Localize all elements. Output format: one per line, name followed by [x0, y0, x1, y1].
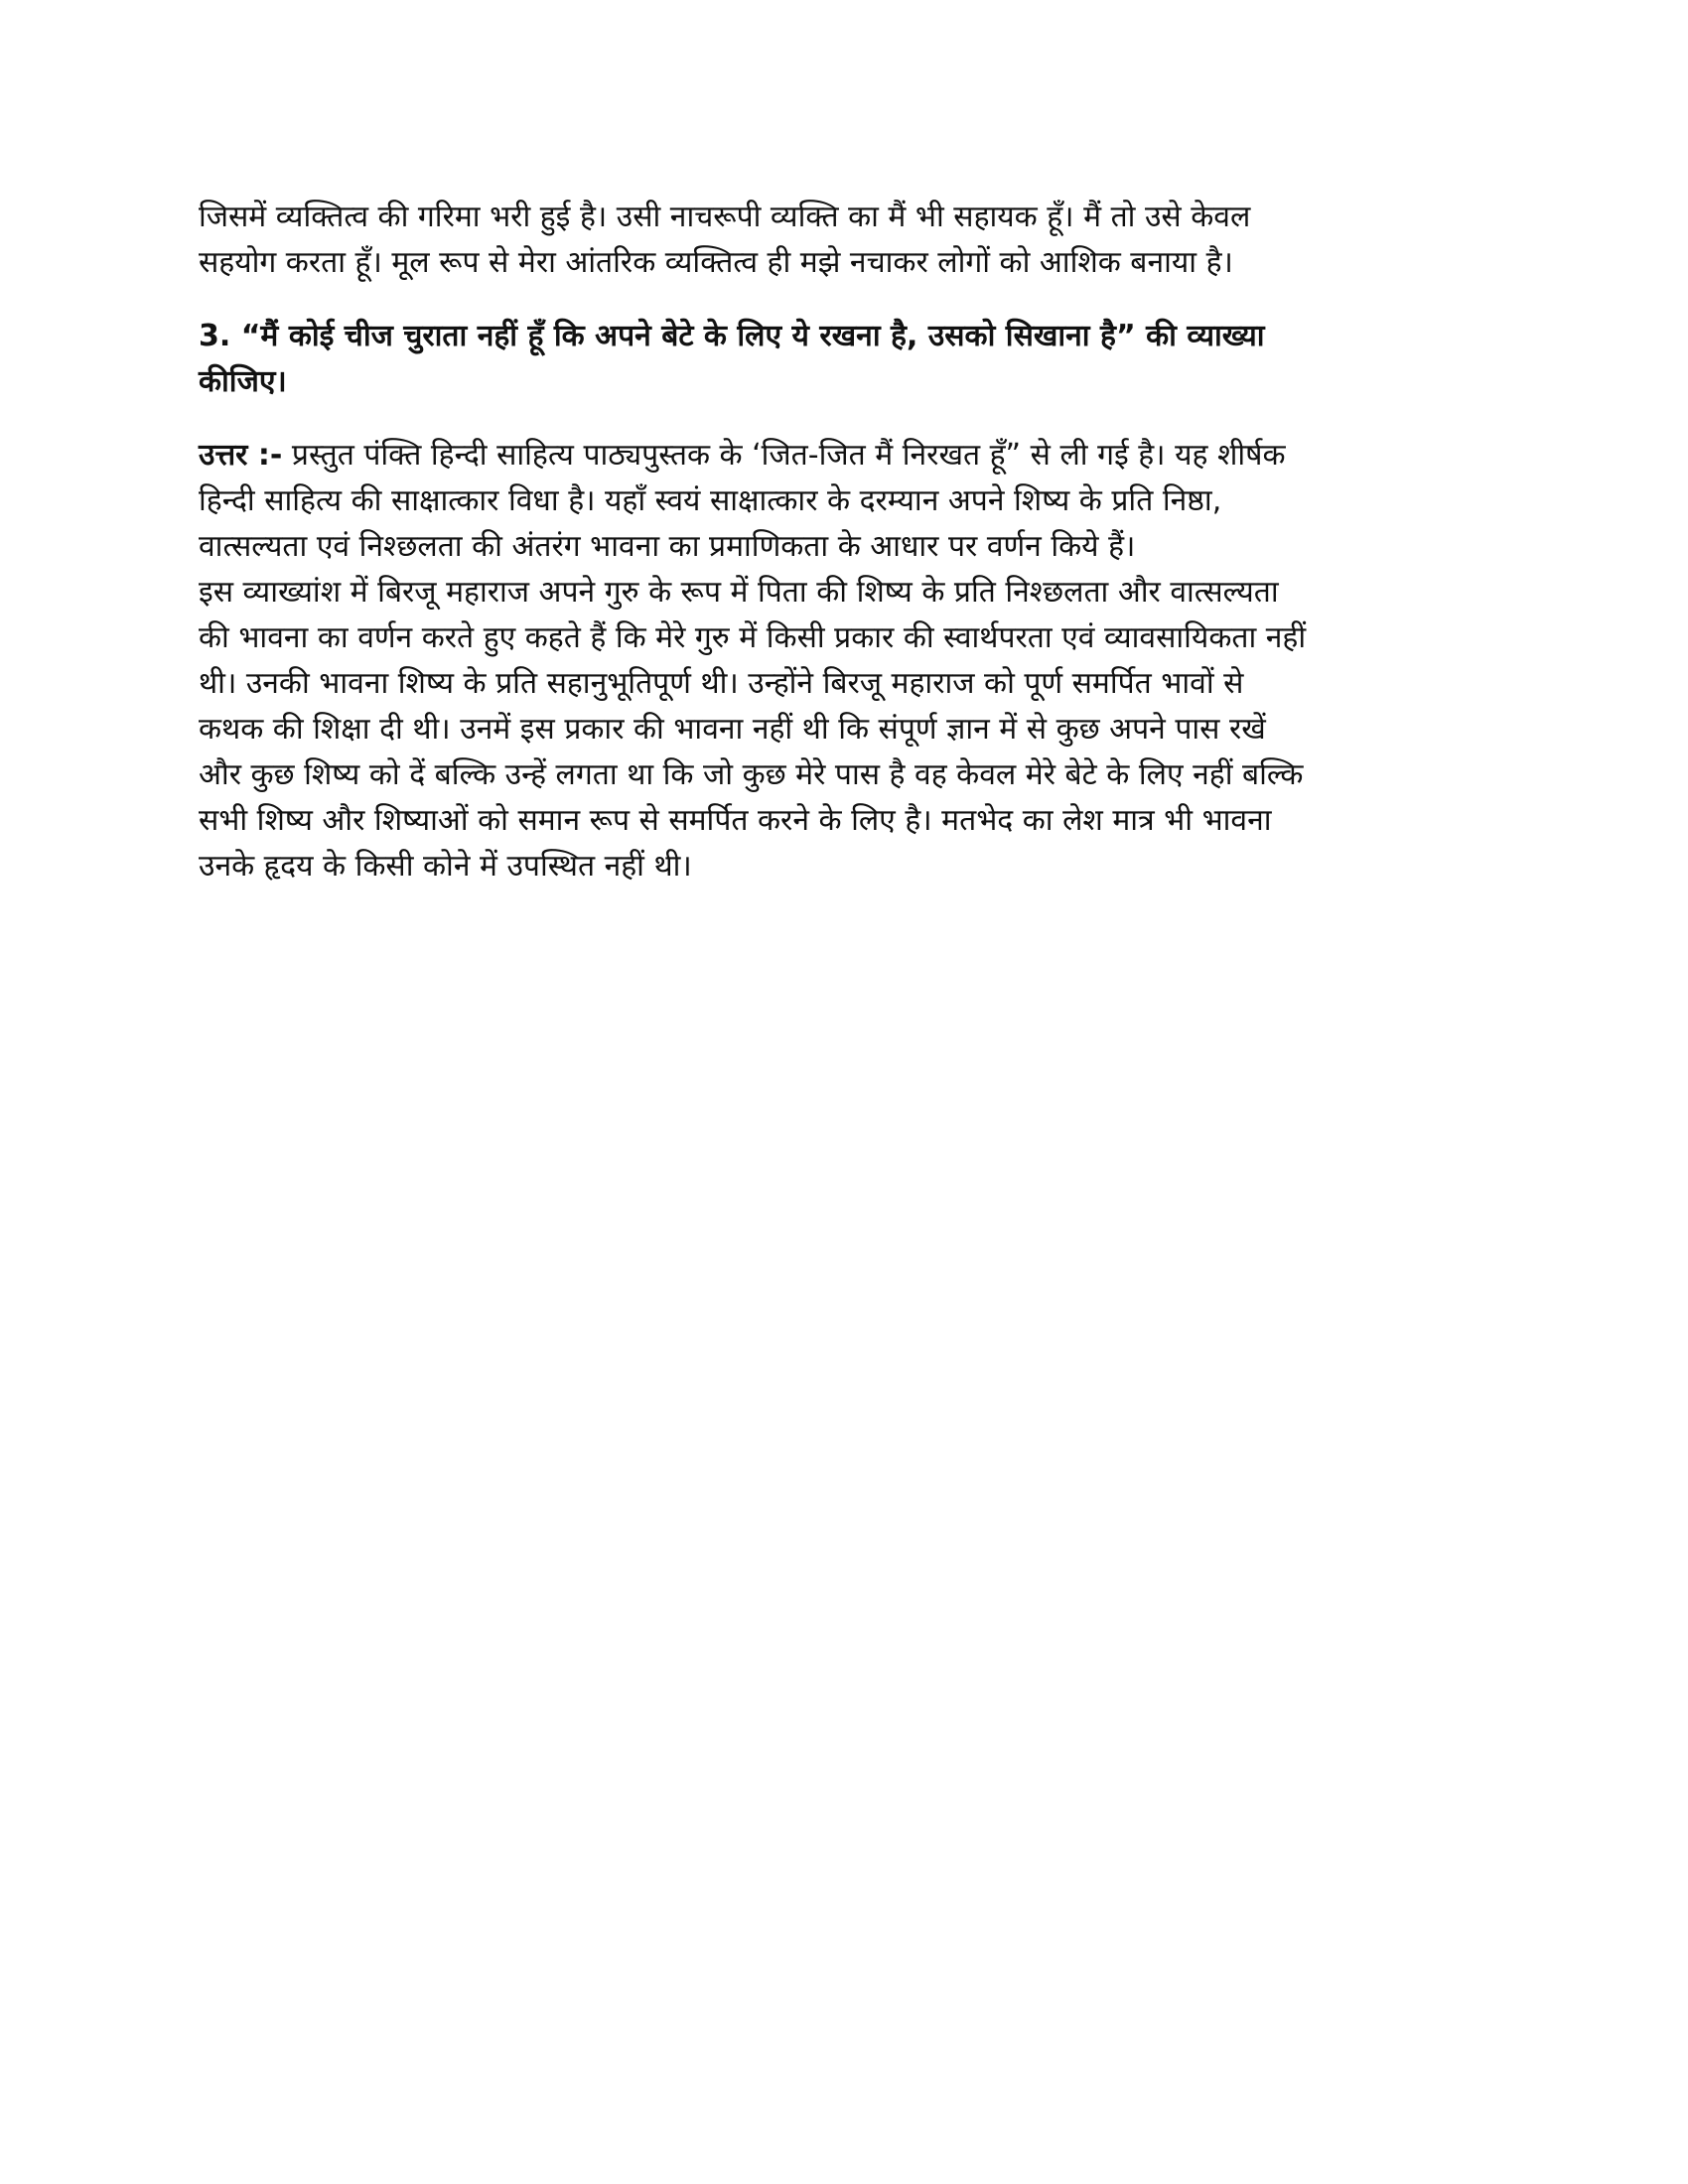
- answer-line: की भावना का वर्णन करते हुए कहते हैं कि मेरे गुरु में किसी प्रकार की स्वार्थपरता एवं व्यावसायिकता नहीं: [199, 620, 1307, 655]
- text-line: जिसमें व्यक्तित्व की गरिमा भरी हुई है। उसी नाचरूपी व्यक्ति का मैं भी सहायक हूँ। मैं तो उसे केवल: [199, 200, 1251, 234]
- answer-line: थी। उनकी भावना शिष्य के प्रति सहानुभूतिपूर्ण थी। उन्होंने बिरजू महाराज को पूर्ण समर्पित भावों से: [199, 666, 1244, 701]
- answer-line: हिन्दी साहित्य की साक्षात्कार विधा है। यहाँ स्वयं साक्षात्कार के दरम्यान अपने शिष्य के प्रति निष्ठा,: [199, 483, 1222, 518]
- document-page: [199, 195, 1489, 917]
- answer-first-line: [199, 433, 1489, 478]
- answer-line: सभी शिष्य और शिष्याओं को समान रूप से समर्पित करने के लिए है। मतभेद का लेश मात्र भी भावना: [199, 803, 1272, 838]
- question-line: 3. “मैं कोई चीज चुराता नहीं हूँ कि अपने बेटे के लिए ये रखना है, उसको सिखाना है” की व्याख्या: [199, 319, 1265, 353]
- question-line: कीजिए।: [199, 364, 287, 399]
- continuation-paragraph: [199, 195, 1489, 286]
- answer-label: उत्तर :-: [199, 438, 283, 473]
- question-3: [199, 314, 1489, 405]
- answer-line: इस व्याख्यांश में बिरजू महाराज अपने गुरु के रूप में पिता की शिष्य के प्रति निश्छलता और वात्सल्यता: [199, 575, 1279, 610]
- answer-line: कथक की शिक्षा दी थी। उनमें इस प्रकार की भावना नहीं थी कि संपूर्ण ज्ञान में से कुछ अपने पास रखें: [199, 712, 1266, 747]
- answer-line: वात्सल्यता एवं निश्छलता की अंतरंग भावना का प्रमाणिकता के आधार पर वर्णन किये हैं।: [199, 529, 1136, 564]
- answer-line: उनके हृदय के किसी कोने में उपस्थित नहीं थी।: [199, 849, 692, 884]
- answer-line: और कुछ शिष्य को दें बल्कि उन्हें लगता था कि जो कुछ मेरे पास है वह केवल मेरे बेटे के लिए नहीं बल्कि: [199, 757, 1304, 792]
- answer-paragraph: [199, 433, 1489, 889]
- answer-first-line-text: प्रस्तुत पंक्ति हिन्दी साहित्य पाठ्यपुस्तक के ‘जित-जित मैं निरखत हूँ” से ली गई है। यह शीर्षक: [282, 438, 1286, 473]
- text-line: सहयोग करता हूँ। मूल रूप से मेरा आंतरिक व्यक्तित्व ही मझे नचाकर लोगों को आशिक बनाया है।: [199, 245, 1233, 280]
